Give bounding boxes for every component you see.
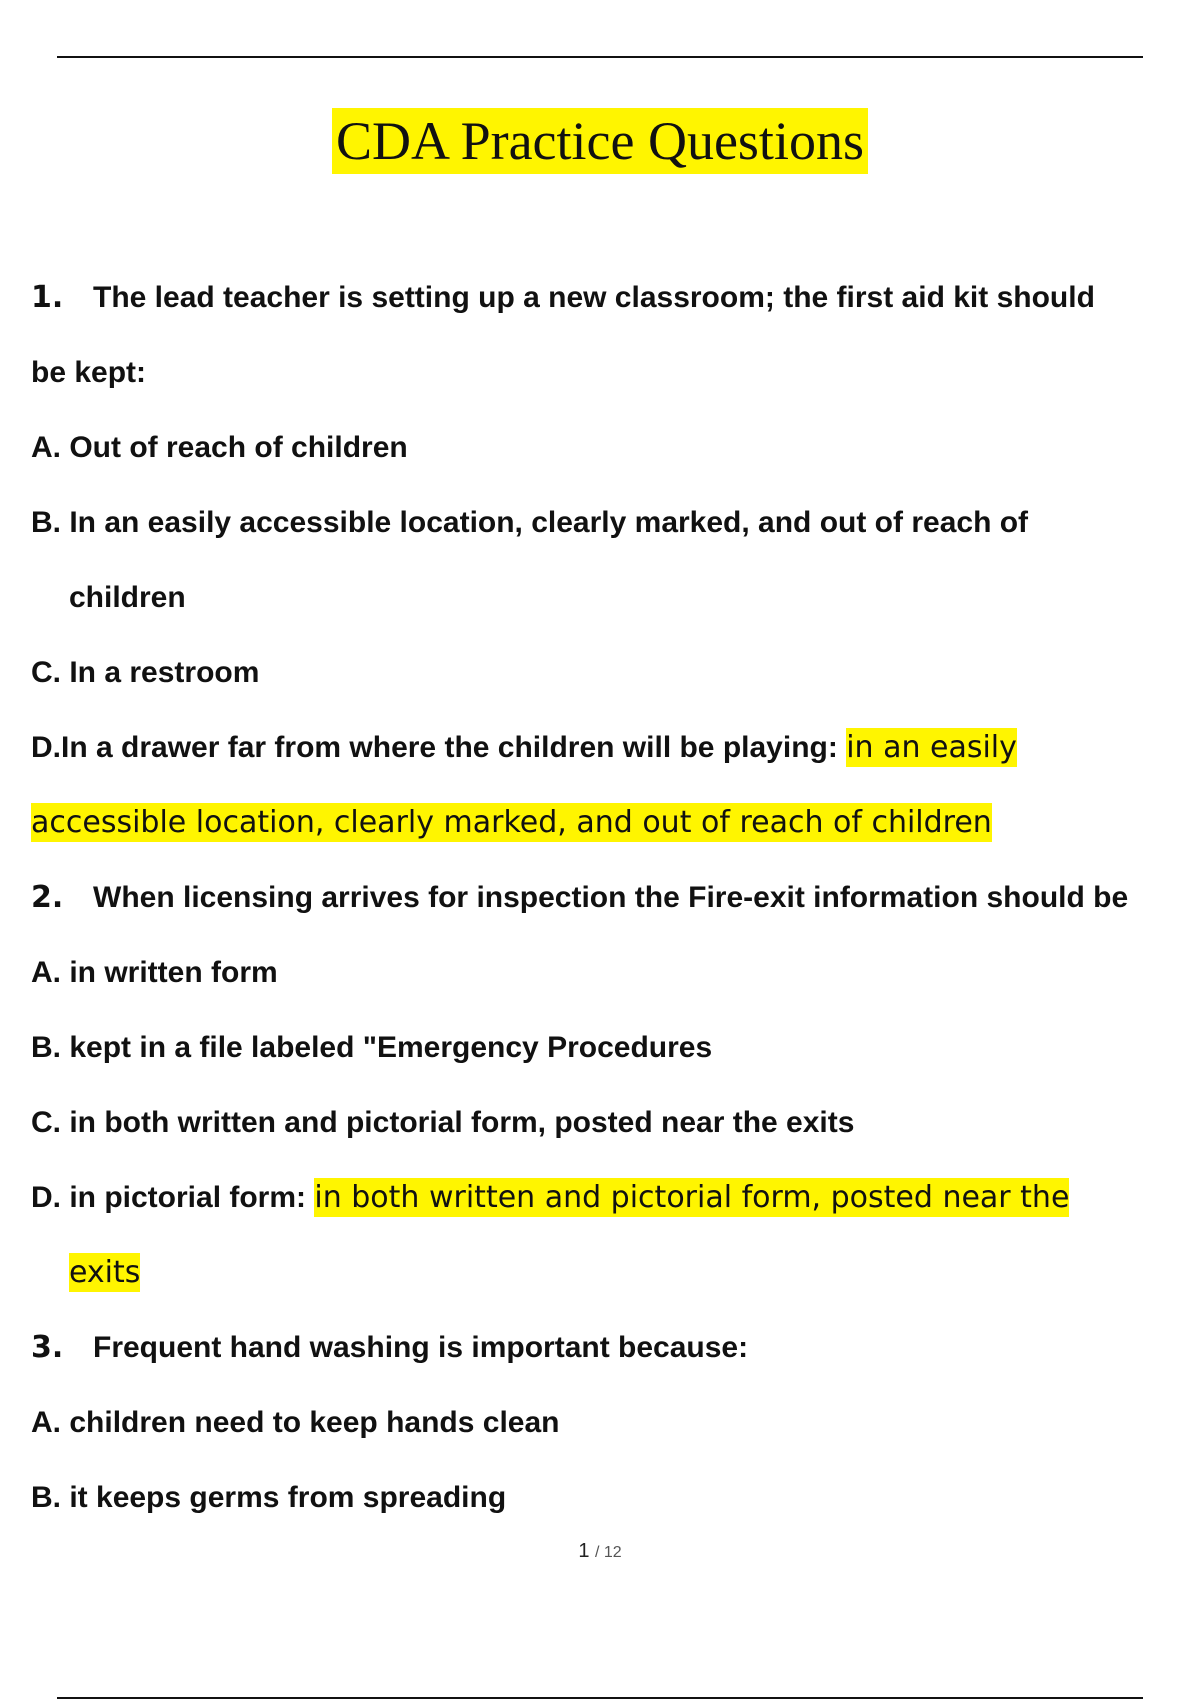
option-text: kept in a file labeled "Emergency Procedures bbox=[69, 1031, 713, 1064]
document-title: CDA Practice Questions bbox=[332, 108, 868, 174]
option-3b bbox=[31, 1478, 506, 1518]
option-1a bbox=[31, 428, 408, 468]
option-text: Out of reach of children bbox=[69, 431, 408, 464]
bottom-rule bbox=[57, 1697, 1143, 1699]
option-2c bbox=[31, 1103, 854, 1143]
option-letter: A. bbox=[31, 1406, 61, 1439]
answer-highlight: exits bbox=[69, 1255, 141, 1290]
option-1b-continued bbox=[69, 578, 186, 618]
option-2a bbox=[31, 953, 278, 993]
top-rule bbox=[57, 56, 1143, 58]
option-letter: B. bbox=[31, 506, 61, 539]
question-text: Frequent hand washing is important because: bbox=[93, 1331, 749, 1364]
answer-1-continued bbox=[31, 803, 992, 843]
current-page: 1 bbox=[578, 1540, 590, 1562]
option-letter: A. bbox=[31, 956, 61, 989]
question-number: 3. bbox=[31, 1330, 64, 1365]
option-2d bbox=[31, 1178, 1069, 1218]
option-text: In a restroom bbox=[69, 656, 260, 689]
option-letter: A. bbox=[31, 431, 61, 464]
option-letter: B. bbox=[31, 1481, 61, 1514]
question-number: 1. bbox=[31, 280, 64, 315]
total-pages: / 12 bbox=[595, 1544, 622, 1561]
option-1d bbox=[31, 728, 1017, 768]
question-text: be kept: bbox=[31, 356, 147, 389]
question-text: The lead teacher is setting up a new classroom; the first aid kit should bbox=[93, 281, 1095, 314]
option-3a bbox=[31, 1403, 559, 1443]
option-text: children bbox=[69, 581, 186, 614]
option-text: in written form bbox=[69, 956, 278, 989]
option-text: in both written and pictorial form, posted near the exits bbox=[69, 1106, 855, 1139]
answer-highlight: in both written and pictorial form, posted near the bbox=[314, 1180, 1070, 1215]
question-1 bbox=[31, 278, 1095, 318]
option-letter: C. bbox=[31, 656, 61, 689]
title-block bbox=[0, 108, 1200, 174]
answer-highlight: accessible location, clearly marked, and out of reach of children bbox=[31, 805, 992, 840]
option-text: In an easily accessible location, clearly marked, and out of reach of bbox=[69, 506, 1029, 539]
option-text: it keeps germs from spreading bbox=[69, 1481, 507, 1514]
question-1-continued bbox=[31, 353, 146, 393]
option-1b bbox=[31, 503, 1028, 543]
option-text: In a drawer far from where the children will be playing: bbox=[61, 731, 838, 764]
question-3 bbox=[31, 1328, 748, 1368]
page-indicator bbox=[0, 1540, 1200, 1563]
option-text: children need to keep hands clean bbox=[69, 1406, 560, 1439]
answer-2-continued bbox=[69, 1253, 140, 1293]
option-2b bbox=[31, 1028, 712, 1068]
question-2 bbox=[31, 878, 1128, 918]
option-letter: D. bbox=[31, 1181, 61, 1214]
question-number: 2. bbox=[31, 880, 64, 915]
option-text: in pictorial form: bbox=[69, 1181, 307, 1214]
answer-highlight: in an easily bbox=[846, 730, 1017, 765]
option-letter: B. bbox=[31, 1031, 61, 1064]
question-text: When licensing arrives for inspection the Fire-exit information should be bbox=[93, 881, 1129, 914]
option-letter: D. bbox=[31, 731, 61, 764]
option-letter: C. bbox=[31, 1106, 61, 1139]
option-1c bbox=[31, 653, 259, 693]
